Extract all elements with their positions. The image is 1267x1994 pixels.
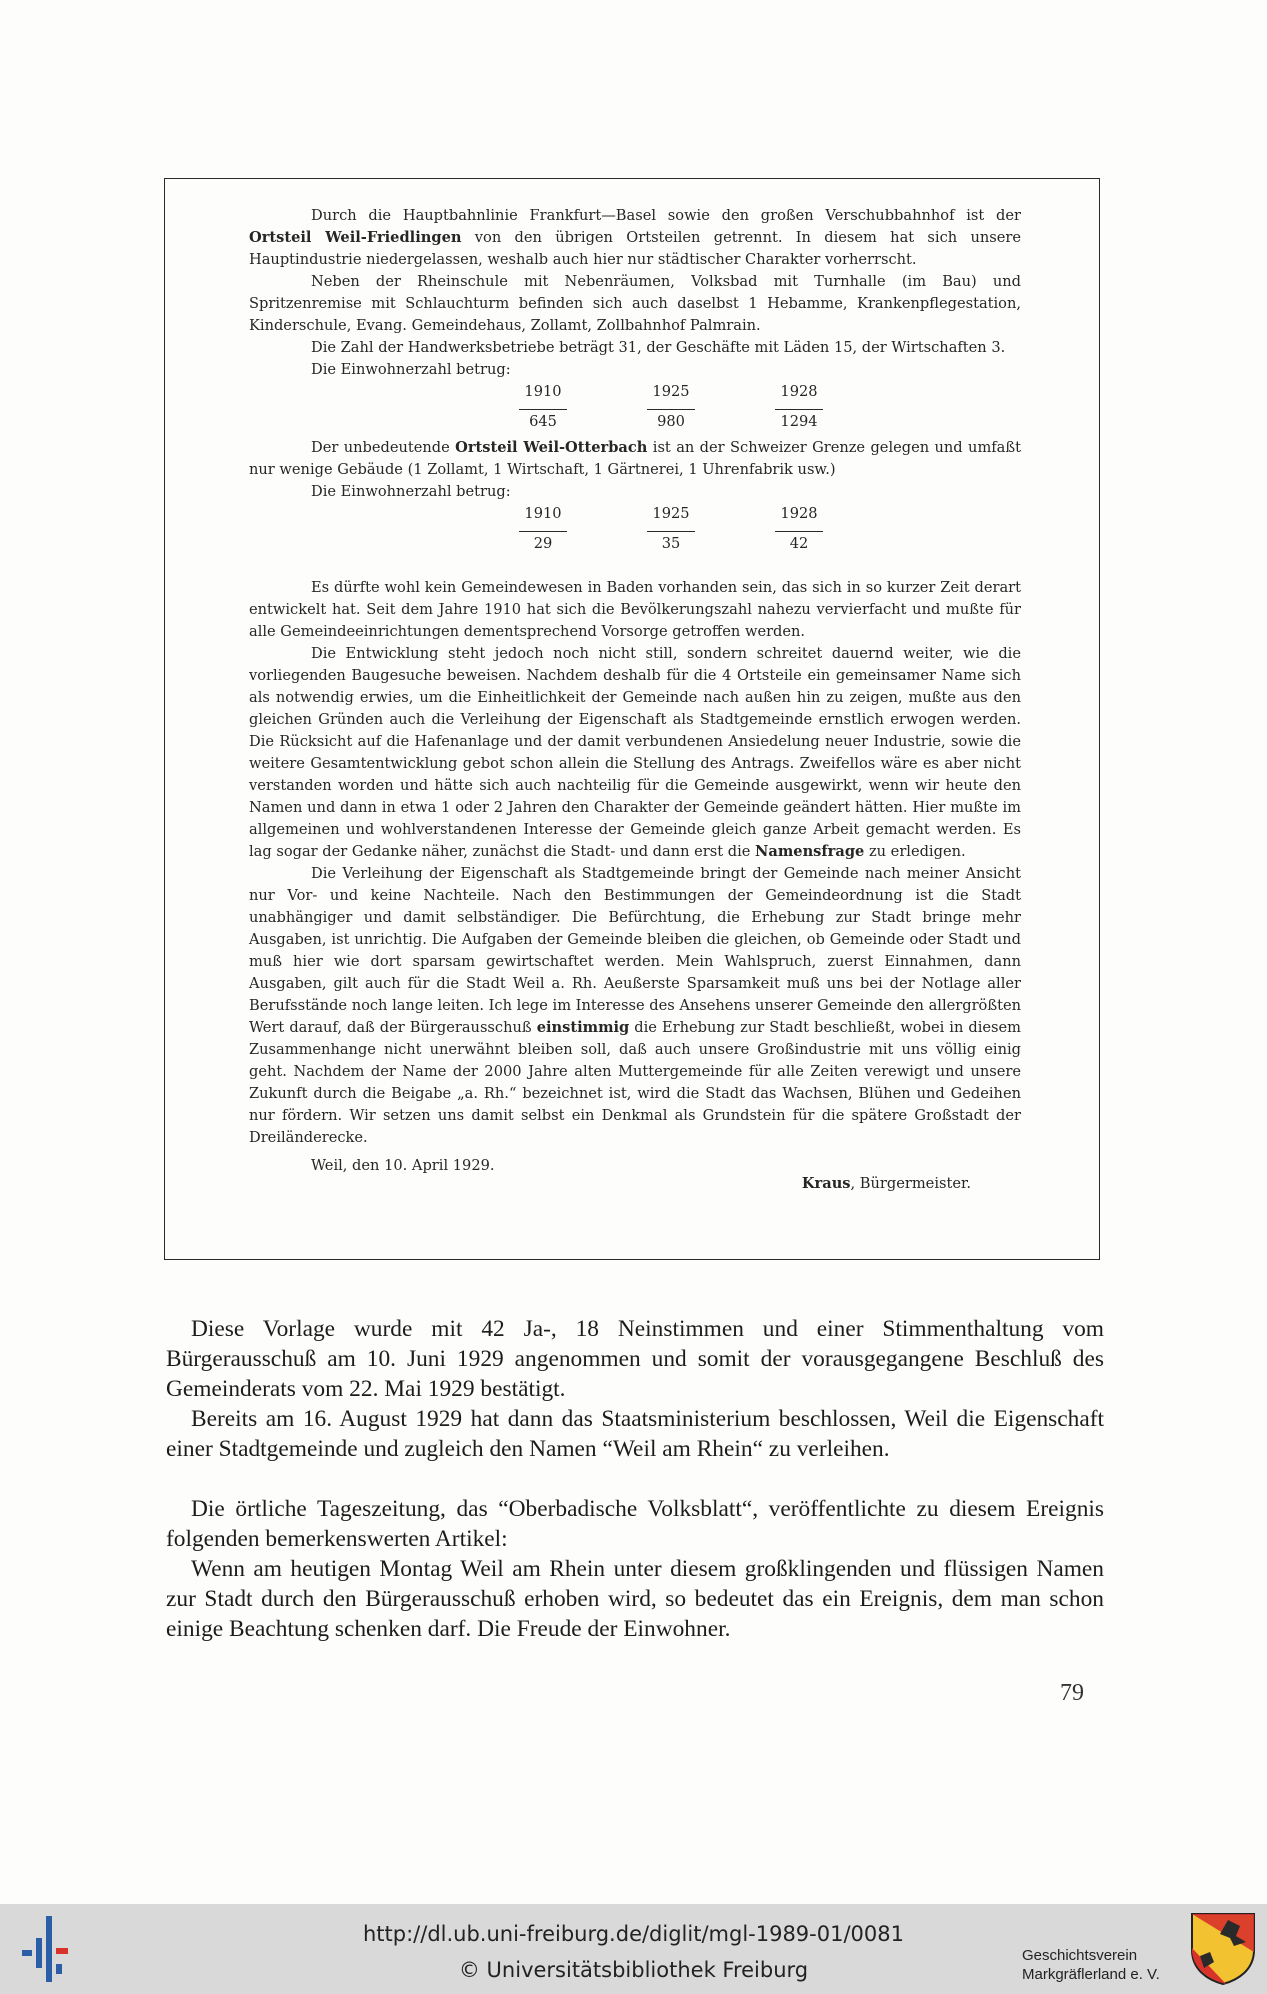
population-year: 1928 xyxy=(775,503,823,532)
mayor-title: , Bürgermeister. xyxy=(850,1175,971,1192)
signature-date: Weil, den 10. April 1929. xyxy=(311,1157,495,1174)
population-year: 1928 xyxy=(775,381,823,410)
population-values-row xyxy=(479,411,1021,437)
population-label: Die Einwohnerzahl betrug: xyxy=(311,483,511,500)
body-paragraph: Diese Vorlage wurde mit 42 Ja-, 18 Neinstimmen und einer Stimmenthaltung vom Bürgerausschuß am 10. Juni 1929 angenommen und somit der vorausgegangene Beschluß des Gemeinderats vom 22. Mai 1929 bestätigt. xyxy=(166,1316,1104,1402)
population-value: 29 xyxy=(533,535,553,552)
society-line: Markgräflerland e. V. xyxy=(1022,1966,1160,1983)
population-value: 42 xyxy=(789,535,809,552)
population-years-row xyxy=(479,503,1021,533)
bold-term: einstimmig xyxy=(536,1019,630,1036)
population-value: 645 xyxy=(529,413,557,430)
page-number: 79 xyxy=(1060,1680,1084,1706)
main-body-text xyxy=(166,1314,1104,1644)
population-value: 35 xyxy=(661,535,681,552)
population-value: 980 xyxy=(657,413,685,430)
bold-term: Namensfrage xyxy=(755,843,865,860)
population-year: 1925 xyxy=(647,381,695,410)
box-paragraph: Neben der Rheinschule mit Nebenräumen, Volksbad mit Turnhalle (im Bau) und Spritzenremise mit Schlauchturm befinden sich auch daselbst 1 Hebamme, Krankenpflegestation, Kinderschule, Evang. Gemeindehaus, Zollamt, Zollbahnhof Palmrain. xyxy=(249,273,1021,334)
box-paragraph: Der unbedeutende Ortsteil Weil-Otterbach ist an der Schweizer Grenze gelegen und umfaßt nur wenige Gebäude (1 Zollamt, 1 Wirtschaft, 1 Gärtnerei, 1 Uhrenfabrik usw.) xyxy=(249,439,1021,478)
population-values-row xyxy=(479,533,1021,559)
population-year: 1910 xyxy=(519,503,567,532)
signature-mayor xyxy=(802,1173,1021,1195)
population-years-row xyxy=(479,381,1021,411)
population-value: 1294 xyxy=(780,413,818,430)
population-year: 1910 xyxy=(519,381,567,410)
bold-term: Ortsteil Weil-Otterbach xyxy=(455,439,648,456)
population-year: 1925 xyxy=(647,503,695,532)
body-paragraph: Die örtliche Tageszeitung, das “Oberbadische Volksblatt“, veröffentlichte zu diesem Ereignis folgenden bemerkenswerten Artikel: xyxy=(166,1496,1104,1552)
society-line: Geschichtsverein xyxy=(1022,1947,1138,1964)
box-paragraph: Es dürfte wohl kein Gemeindewesen in Baden vorhanden sein, das sich in so kurzer Zeit derart entwickelt hat. Seit dem Jahre 1910 hat sich die Bevölkerungszahl nahezu vervierfacht und mußte für alle Gemeindeeinrichtungen dementsprechend Vorsorge getroffen werden. xyxy=(249,579,1021,640)
quoted-document-text xyxy=(249,205,1021,1195)
population-label: Die Einwohnerzahl betrug: xyxy=(311,361,511,378)
footer-copyright: © Universitätsbibliothek Freiburg xyxy=(458,1958,809,1982)
quoted-document-box xyxy=(164,178,1100,1260)
body-paragraph: Bereits am 16. August 1929 hat dann das Staatsministerium beschlossen, Weil die Eigenschaft einer Stadtgemeinde und zugleich den Namen “Weil am Rhein“ zu verleihen. xyxy=(166,1406,1104,1462)
box-paragraph: Die Verleihung der Eigenschaft als Stadtgemeinde bringt der Gemeinde nach meiner Ansicht nur Vor- und keine Nachteile. Nach den Bestimmungen der Gemeindeordnung ist die Stadt unabhängiger und damit selbständiger. Die Befürchtung, die Erhebung zur Stadt bringe mehr Ausgaben, ist unrichtig. Die Aufgaben der Gemeinde bleiben die gleichen, ob Gemeinde oder Stadt und muß hier wie dort sparsam gewirtschaftet werden. Mein Wahlspruch, zuerst Einnahmen, dann Ausgaben, gilt auch für die Stadt Weil a. Rh. Aeußerste Sparsamkeit muß uns bei der Notlage aller Berufsstände noch lange leiten. Ich lege im Interesse des Ansehens unserer Gemeinde den allergrößten Wert darauf, daß der Bürgerausschuß einstimmig die Erhebung zur Stadt beschließt, wobei in diesem Zusammenhange nicht unerwähnt bleiben soll, daß auch unsere Großindustrie mit uns völlig einig geht. Nachdem der Name der 2000 Jahre alten Muttergemeinde für alle Zeiten verewigt und unsere Zukunft durch die Beigabe „a. Rh.“ bezeichnet ist, wird die Stadt das Wachsen, Blühen und Gedeihen nur fördern. Wir setzen uns damit selbst ein Denkmal als Grundstein für die spätere Großstadt der Dreiländerecke. xyxy=(249,865,1022,1146)
signature-block xyxy=(249,1155,1021,1195)
box-paragraph: Die Zahl der Handwerksbetriebe beträgt 31, der Geschäfte mit Läden 15, der Wirtschaften 3. xyxy=(311,339,1006,356)
bold-term: Ortsteil Weil-Friedlingen xyxy=(249,229,462,246)
coat-of-arms-icon xyxy=(1190,1912,1256,1986)
population-table-friedlingen xyxy=(249,381,1021,437)
body-paragraph: Wenn am heutigen Montag Weil am Rhein unter diesem großklingenden und flüssigen Namen zur Stadt durch den Bürgerausschuß erhoben wird, so bedeutet das ein Ereignis, dem man schon einige Beachtung schenken darf. Die Freude der Einwohner. xyxy=(166,1556,1104,1642)
footer-url-link[interactable]: http://dl.ub.uni-freiburg.de/diglit/mgl-1989-01/0081 xyxy=(362,1922,904,1946)
box-paragraph: Die Entwicklung steht jedoch noch nicht still, sondern schreitet dauernd weiter, wie die vorliegenden Baugesuche beweisen. Nachdem deshalb für die 4 Ortsteile ein gemeinsamer Name sich als notwendig erwies, um die Einheitlichkeit der Gemeinde nach außen hin zu zeigen, mußte aus den gleichen Gründen auch die Verleihung der Eigenschaft als Stadtgemeinde ernstlich erwogen werden. Die Rücksicht auf die Hafenanlage und der damit verbundenen Ansiedelung neuer Industrie, sowie die weitere Gesamtentwicklung gebot schon allein die Stellung des Antrags. Zweifellos wäre es aber nicht verstanden worden und hätte sich auch nachteilig für die Gemeinde ausgewirkt, wenn wir heute den Namen und dann in etwa 1 oder 2 Jahren den Charakter der Gemeinde geändert hätten. Hier mußte im allgemeinen und wohlverstandenen Interesse der Gemeinde gleich ganze Arbeit gemacht werden. Es lag sogar der Gedanke näher, zunächst die Stadt- und dann erst die Namensfrage zu erledigen. xyxy=(249,645,1021,860)
mayor-name: Kraus xyxy=(801,1175,851,1192)
population-table-otterbach xyxy=(249,503,1021,559)
box-paragraph: Durch die Hauptbahnlinie Frankfurt—Basel sowie den großen Verschubbahnhof ist der Ortsteil Weil-Friedlingen von den übrigen Ortsteilen getrennt. In diesem hat sich unsere Hauptindustrie niedergelassen, weshalb auch hier nur städtischer Charakter vorherrscht. xyxy=(249,207,1022,268)
society-name xyxy=(1022,1946,1182,1984)
